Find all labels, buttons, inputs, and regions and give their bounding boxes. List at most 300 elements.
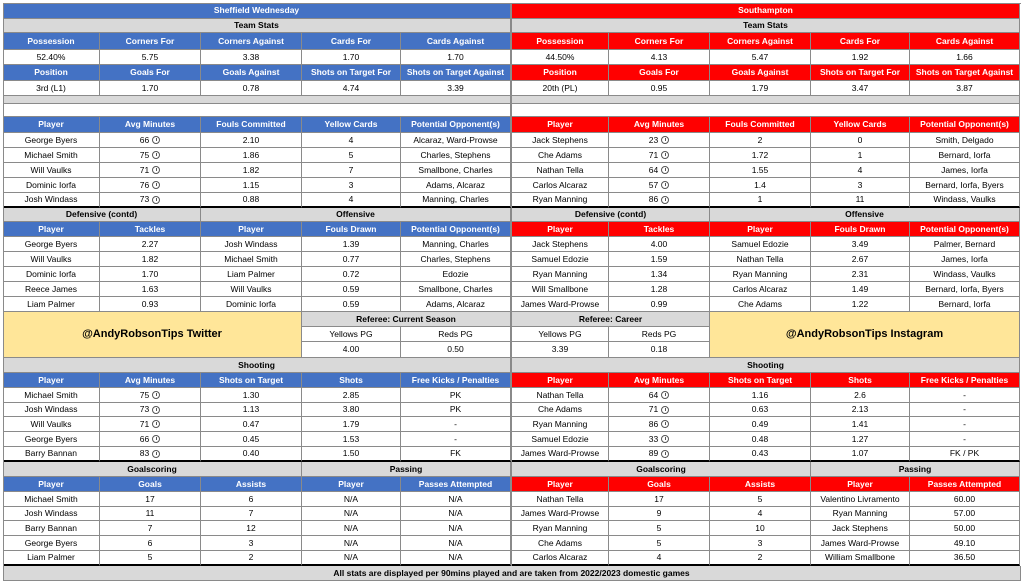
offensive-cell — [811, 267, 910, 282]
team-stats-value-text: 1.70 — [342, 51, 360, 62]
referee-label — [302, 312, 511, 327]
passing-label — [811, 462, 1020, 477]
player-name — [3, 297, 100, 312]
clock-icon — [152, 406, 160, 414]
defensive-head-text: Avg Minutes — [633, 119, 685, 130]
team-stats-value-text: 1.66 — [956, 51, 973, 62]
shooting-label-text: Shooting — [238, 359, 275, 370]
instagram-handle — [710, 312, 1020, 358]
player-name-text: James Ward-Prowse — [520, 298, 600, 309]
defensive-cell — [609, 163, 710, 178]
player-name-text: Nathan Tella — [536, 493, 584, 504]
shooting-head-text: Player — [547, 374, 573, 385]
goalscoring-cell-text: 5 — [147, 552, 153, 563]
tackles-head-text: Player — [547, 223, 573, 234]
passing-head — [910, 477, 1020, 492]
player-name-text: Carlos Alcaraz — [532, 552, 588, 563]
shooting-cell — [710, 417, 811, 432]
team-stats-head — [609, 65, 710, 81]
referee-value-text: 0.18 — [650, 344, 668, 355]
footer-note — [3, 566, 1021, 581]
defensive-cell — [401, 133, 511, 148]
defensive-cell-text: 86 — [648, 194, 659, 205]
defensive-cell-text: 1.15 — [242, 179, 260, 190]
shooting-head — [811, 373, 910, 388]
defensive-cell-text: Bernard, Iorfa, Byers — [925, 179, 1004, 190]
defensive-head — [100, 117, 201, 133]
defensive-cell-text: 2.10 — [242, 134, 260, 145]
player-name — [512, 536, 609, 551]
shooting-cell — [201, 403, 302, 417]
goalscoring-cell-text: 5 — [757, 493, 763, 504]
defensive-head-text: Fouls Committed — [725, 119, 795, 130]
goalscoring-cell-text: 17 — [654, 493, 664, 504]
offensive-cell — [401, 237, 511, 252]
clock-icon — [661, 435, 669, 443]
defensive-cell — [910, 193, 1020, 208]
defensive-cell-text: 1.82 — [242, 164, 260, 175]
defensive-cell — [201, 148, 302, 163]
stats-sheet — [3, 3, 1021, 581]
goalscoring-cell-text: 12 — [246, 522, 256, 533]
player-name-text: Jack Stephens — [532, 238, 588, 249]
tackles-value — [100, 237, 201, 252]
shooting-cell — [201, 417, 302, 432]
player-name-text: Samuel Edozie — [531, 433, 589, 444]
team-stats-head — [201, 65, 302, 81]
tackles-value — [609, 252, 710, 267]
team-stats-value-text: 3rd (L1) — [36, 82, 66, 93]
defensive-head — [401, 117, 511, 133]
player-name-text: George Byers — [24, 537, 78, 548]
player-name — [3, 536, 100, 551]
player-name — [512, 282, 609, 297]
clock-icon — [152, 166, 160, 174]
player-name-text: George Byers — [24, 238, 78, 249]
defensive-cell — [401, 163, 511, 178]
shooting-label — [512, 358, 1020, 373]
defensive-cell — [609, 178, 710, 193]
goalscoring-cell-text: 2 — [248, 552, 254, 563]
defensive-cell-text: Manning, Charles — [422, 194, 489, 205]
team-stats-head-text: Position — [34, 67, 68, 78]
player-name — [512, 267, 609, 282]
team-stats-head — [811, 65, 910, 81]
goalscoring-head — [3, 477, 100, 492]
shooting-cell — [100, 447, 201, 462]
shooting-cell-text: 1.16 — [751, 389, 769, 400]
twitter-handle-text: @AndyRobsonTips Twitter — [82, 328, 222, 340]
team-stats-value — [910, 81, 1020, 96]
shooting-head — [100, 373, 201, 388]
player-name-text: Nathan Tella — [536, 164, 584, 175]
player-name — [512, 432, 609, 447]
passing-cell-text: James Ward-Prowse — [820, 537, 900, 548]
referee-head — [512, 327, 609, 342]
team-stats-head — [401, 65, 511, 81]
player-name-text: Dominic Iorfa — [25, 179, 77, 190]
team-stats-value — [910, 50, 1020, 65]
defensive-cell-text: Windass, Vaulks — [933, 194, 996, 205]
defensive-head — [512, 117, 609, 133]
referee-value — [401, 342, 511, 358]
clock-icon — [661, 406, 669, 414]
defensive-cell-text: Smallbone, Charles — [418, 164, 493, 175]
team-stats-head — [302, 65, 401, 81]
defensive-cell-text: 5 — [348, 149, 354, 160]
player-name-text: Liam Palmer — [27, 298, 75, 309]
player-name — [3, 507, 100, 521]
passing-cell-text: Valentino Livramento — [820, 493, 900, 504]
team-stats-head-text: Cards For — [330, 35, 372, 46]
team-stats-value — [100, 81, 201, 96]
goalscoring-cell — [201, 507, 302, 521]
defensive-head-text: Yellow Cards — [324, 119, 378, 130]
team-stats-head-text: Cards Against — [935, 35, 994, 46]
goalscoring-cell-text: 5 — [656, 537, 662, 548]
team-stats-value — [512, 81, 609, 96]
shooting-cell-text: - — [454, 418, 457, 429]
shooting-cell-text: 64 — [648, 389, 659, 400]
shooting-cell — [302, 403, 401, 417]
tackles-value-text: 4.00 — [650, 238, 668, 249]
team-stats-head — [512, 33, 609, 50]
player-name — [512, 417, 609, 432]
defensive-cell — [201, 193, 302, 208]
shooting-cell-text: - — [963, 404, 966, 415]
offensive-head-text: Player — [747, 223, 773, 234]
goalscoring-head-text: Goals — [138, 478, 162, 489]
defensive-cell-text: 1.86 — [242, 149, 260, 160]
instagram-handle-text: @AndyRobsonTips Instagram — [785, 328, 944, 340]
player-name-text: Ryan Manning — [532, 522, 588, 533]
goalscoring-cell-text: 4 — [757, 508, 763, 519]
shooting-cell-text: - — [963, 418, 966, 429]
player-name-text: Josh Windass — [24, 194, 78, 205]
offensive-cell — [201, 252, 302, 267]
team-stats-value — [3, 81, 100, 96]
shooting-cell-text: 3.80 — [342, 404, 360, 415]
shooting-cell-text: FK / PK — [949, 448, 980, 459]
player-name — [512, 447, 609, 462]
player-name — [512, 133, 609, 148]
center-divider — [511, 3, 512, 566]
player-name — [3, 417, 100, 432]
goalscoring-cell — [100, 521, 201, 536]
defensive-head-text: Avg Minutes — [124, 119, 176, 130]
passing-cell — [401, 492, 511, 507]
tackles-head-text: Tackles — [643, 223, 675, 234]
tackles-value-text: 0.93 — [141, 298, 159, 309]
player-name — [3, 267, 100, 282]
goalscoring-cell — [201, 521, 302, 536]
shooting-head-text: Avg Minutes — [124, 374, 176, 385]
shooting-cell — [100, 432, 201, 447]
shooting-cell-text: 1.30 — [242, 389, 260, 400]
defensive-cell — [710, 163, 811, 178]
team-stats-head — [512, 65, 609, 81]
defensive-cell — [302, 133, 401, 148]
tackles-head-text: Tackles — [134, 223, 166, 234]
offensive-cell — [302, 237, 401, 252]
goalscoring-cell — [710, 492, 811, 507]
team-stats-value — [201, 81, 302, 96]
shooting-cell-text: 0.43 — [751, 448, 769, 459]
shooting-cell-text: PK — [449, 389, 462, 400]
offensive-cell-text: Che Adams — [738, 298, 782, 309]
player-name-text: James Ward-Prowse — [520, 448, 600, 459]
offensive-cell-text: 1.39 — [342, 238, 360, 249]
tackles-value-text: 1.28 — [650, 283, 668, 294]
goalscoring-cell — [710, 507, 811, 521]
defensive-cell-text: 64 — [648, 164, 659, 175]
defensive-cell-text: 1 — [757, 194, 763, 205]
shooting-cell-text: FK — [450, 448, 461, 459]
team-stats-value — [302, 81, 401, 96]
defensive-cell — [811, 163, 910, 178]
offensive-head-text: Fouls Drawn — [325, 223, 377, 234]
defensive-cell — [910, 133, 1020, 148]
passing-cell-text: 49.10 — [953, 537, 976, 548]
tackles-head — [512, 222, 609, 237]
offensive-head — [710, 222, 811, 237]
team-stats-value-text: 1.70 — [447, 51, 464, 62]
player-name-text: Josh Windass — [24, 508, 78, 519]
player-name — [512, 178, 609, 193]
defensive-contd-label-text: Defensive (contd) — [574, 209, 647, 220]
shooting-cell-text: PK — [449, 404, 462, 415]
goalscoring-head — [201, 477, 302, 492]
team-stats-head-text: Possession — [536, 35, 584, 46]
tackles-value-text: 2.27 — [141, 238, 159, 249]
offensive-cell — [401, 282, 511, 297]
passing-cell — [401, 521, 511, 536]
shooting-cell — [302, 388, 401, 403]
shooting-cell — [811, 447, 910, 462]
goalscoring-cell — [100, 551, 201, 566]
offensive-cell-text: Michael Smith — [224, 253, 278, 264]
player-name — [3, 148, 100, 163]
shooting-cell-text: 71 — [139, 418, 150, 429]
shooting-head-text: Shots on Target — [218, 374, 284, 385]
player-name-text: Will Vaulks — [30, 253, 72, 264]
player-name — [3, 282, 100, 297]
offensive-cell-text: Adams, Alcaraz — [425, 298, 486, 309]
team-stats-value-text: 52.40% — [36, 51, 66, 62]
goalscoring-cell-text: 10 — [755, 522, 765, 533]
defensive-cell — [401, 178, 511, 193]
player-name — [3, 178, 100, 193]
defensive-cell-text: 4 — [857, 164, 863, 175]
defensive-cell — [302, 178, 401, 193]
shooting-cell — [910, 403, 1020, 417]
tackles-value-text: 1.82 — [141, 253, 159, 264]
passing-cell — [401, 551, 511, 566]
team-stats-head — [609, 33, 710, 50]
player-name-text: Che Adams — [538, 537, 582, 548]
offensive-cell — [401, 267, 511, 282]
shooting-head-text: Shots on Target — [727, 374, 793, 385]
defensive-head — [302, 117, 401, 133]
team-stats-head-text: Goals Against — [731, 67, 789, 78]
defensive-cell-text: 11 — [855, 194, 865, 205]
shooting-cell-text: - — [963, 433, 966, 444]
tackles-value-text: 1.34 — [650, 268, 668, 279]
offensive-head-text: Player — [238, 223, 264, 234]
team-stats-value — [609, 81, 710, 96]
offensive-cell-text: 2.67 — [851, 253, 869, 264]
player-name — [512, 163, 609, 178]
team-stats-head-text: Goals For — [130, 67, 170, 78]
shooting-cell — [302, 447, 401, 462]
player-name-text: Che Adams — [538, 404, 582, 415]
offensive-cell-text: Liam Palmer — [227, 268, 275, 279]
clock-icon — [152, 151, 160, 159]
goalscoring-head-text: Goals — [647, 478, 671, 489]
defensive-cell-text: 0.88 — [242, 194, 260, 205]
offensive-cell-text: James, Iorfa — [941, 253, 988, 264]
shooting-head-text: Avg Minutes — [633, 374, 685, 385]
defensive-cell — [201, 133, 302, 148]
goalscoring-label-text: Goalscoring — [636, 463, 686, 474]
shooting-cell-text: 2.6 — [854, 389, 866, 400]
player-name-text: Carlos Alcaraz — [532, 179, 588, 190]
defensive-cell-text: 71 — [139, 164, 150, 175]
defensive-cell — [811, 193, 910, 208]
offensive-head — [401, 222, 511, 237]
offensive-cell-text: Palmer, Bernard — [933, 238, 996, 249]
player-name — [512, 403, 609, 417]
player-name — [3, 193, 100, 208]
defensive-head — [910, 117, 1020, 133]
offensive-cell — [910, 297, 1020, 312]
shooting-cell — [910, 417, 1020, 432]
referee-head-text: Yellows PG — [538, 328, 582, 339]
defensive-cell — [100, 148, 201, 163]
referee-value-text: 4.00 — [342, 344, 360, 355]
passing-cell — [302, 492, 401, 507]
offensive-head-text: Potential Opponent(s) — [920, 223, 1009, 234]
player-name — [3, 237, 100, 252]
defensive-head — [201, 117, 302, 133]
shooting-cell — [609, 417, 710, 432]
goalscoring-cell-text: 5 — [656, 522, 662, 533]
player-name — [3, 432, 100, 447]
team-stats-head — [201, 33, 302, 50]
goalscoring-label — [3, 462, 302, 477]
team-stats-value-text: 5.75 — [141, 51, 159, 62]
passing-cell-text: N/A — [343, 522, 359, 533]
team-stats-value — [401, 81, 511, 96]
offensive-cell — [201, 297, 302, 312]
defensive-cell — [100, 178, 201, 193]
shooting-head — [302, 373, 401, 388]
referee-head — [609, 327, 710, 342]
team-stats-value — [512, 50, 609, 65]
tackles-value — [609, 297, 710, 312]
offensive-label — [201, 208, 511, 222]
defensive-cell — [910, 163, 1020, 178]
defensive-cell — [100, 163, 201, 178]
team-stats-head-text: Cards For — [839, 35, 881, 46]
team-stats-head — [3, 65, 100, 81]
goalscoring-label — [512, 462, 811, 477]
clock-icon — [661, 166, 669, 174]
player-name — [512, 237, 609, 252]
tackles-head — [609, 222, 710, 237]
shooting-head-text: Player — [38, 374, 64, 385]
defensive-cell-text: 23 — [648, 134, 659, 145]
shooting-cell-text: 0.63 — [751, 404, 769, 415]
shooting-cell-text: 83 — [139, 448, 150, 459]
clock-icon — [152, 420, 160, 428]
shooting-cell — [811, 403, 910, 417]
team-stats-head — [100, 65, 201, 81]
goalscoring-head-text: Assists — [744, 478, 776, 489]
referee-head-text: Reds PG — [641, 328, 677, 339]
offensive-label-text: Offensive — [336, 209, 375, 220]
team-stats-value-text: 4.13 — [650, 51, 668, 62]
goalscoring-cell — [609, 507, 710, 521]
passing-cell-text: N/A — [448, 537, 463, 548]
offensive-cell-text: 2.31 — [851, 268, 869, 279]
defensive-cell — [710, 178, 811, 193]
passing-cell — [910, 492, 1020, 507]
passing-cell-text: Jack Stephens — [832, 522, 888, 533]
player-name-text: Barry Bannan — [25, 448, 77, 459]
shooting-cell-text: 71 — [648, 404, 659, 415]
team-stats-value-text: 1.92 — [851, 51, 869, 62]
player-name-text: Barry Bannan — [25, 522, 77, 533]
goalscoring-cell-text: 4 — [656, 552, 662, 563]
defensive-cell — [201, 178, 302, 193]
referee-value-text: 3.39 — [551, 344, 569, 355]
clock-icon — [661, 136, 669, 144]
team-stats-value — [811, 50, 910, 65]
shooting-cell-text: 0.49 — [751, 418, 769, 429]
referee-value-text: 0.50 — [447, 344, 464, 355]
defensive-cell — [609, 148, 710, 163]
shooting-cell-text: 1.13 — [242, 404, 260, 415]
passing-cell — [910, 507, 1020, 521]
offensive-cell — [302, 282, 401, 297]
goalscoring-cell-text: 3 — [248, 537, 254, 548]
offensive-cell-text: Will Vaulks — [230, 283, 272, 294]
defensive-head — [710, 117, 811, 133]
shooting-cell — [710, 403, 811, 417]
defensive-cell — [100, 133, 201, 148]
player-name-text: Will Smallbone — [531, 283, 589, 294]
goalscoring-head-text: Player — [38, 478, 64, 489]
team-stats-value-text: 0.78 — [242, 82, 260, 93]
footer-text: All stats are displayed per 90mins played and are taken from 2022/2023 domestic games — [333, 567, 690, 578]
defensive-contd-label-text: Defensive (contd) — [65, 209, 138, 220]
clock-icon — [152, 136, 160, 144]
shooting-head-text: Free Kicks / Penalties — [920, 374, 1009, 385]
defensive-cell-text: 76 — [139, 179, 150, 190]
passing-cell — [302, 536, 401, 551]
team-stats-head-text: Shots on Target Against — [406, 67, 505, 78]
team-stats-value-text: 4.74 — [342, 82, 360, 93]
offensive-cell — [302, 267, 401, 282]
offensive-cell-text: Carlos Alcaraz — [732, 283, 788, 294]
team-stats-label — [3, 19, 511, 33]
defensive-head — [3, 117, 100, 133]
player-name-text: Will Vaulks — [30, 164, 72, 175]
defensive-cell-text: 4 — [348, 134, 354, 145]
defensive-cell-text: 3 — [348, 179, 354, 190]
player-name-text: George Byers — [24, 433, 78, 444]
